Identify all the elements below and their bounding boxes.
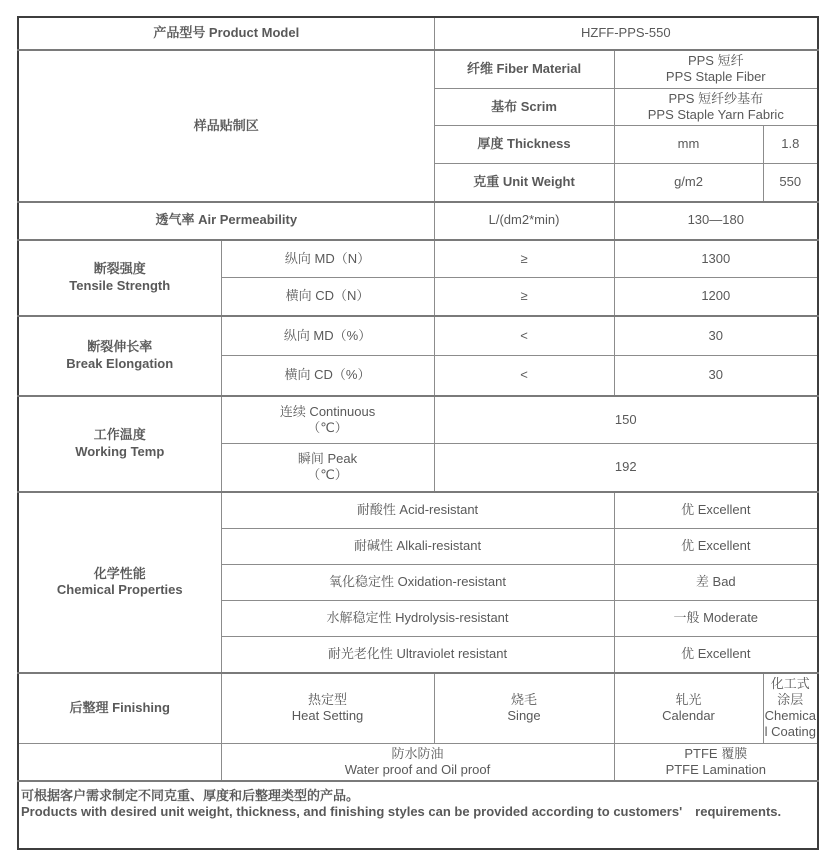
chemical-acid-item-cell: 耐酸性 Acid-resistant bbox=[221, 492, 614, 529]
product-spec-table bbox=[17, 16, 819, 850]
chemical-oxidation-value-cell: 差 Bad bbox=[614, 565, 818, 601]
temp-continuous-item-cell bbox=[221, 396, 434, 444]
sample-area-cell: 样品贴制区 bbox=[18, 50, 434, 202]
row-waterproof-ptfe bbox=[18, 743, 818, 781]
chemical-oxidation-item-cell: 氧化稳定性 Oxidation-resistant bbox=[221, 565, 614, 601]
footer-note-zh: 可根据客户需求制定不同克重、厚度和后整理类型的产品。 bbox=[21, 788, 360, 803]
air-permeability-value-cell: 130—180 bbox=[614, 202, 818, 240]
thickness-unit-cell: mm bbox=[614, 126, 763, 164]
air-permeability-label-cell: 透气率 Air Permeability bbox=[18, 202, 434, 240]
thickness-value-cell: 1.8 bbox=[763, 126, 818, 164]
fiber-value-en: PPS Staple Fiber bbox=[665, 69, 766, 85]
break-elongation-label-zh: 断裂伸长率 bbox=[87, 339, 153, 355]
chemical-hydrolysis-item-cell: 水解稳定性 Hydrolysis-resistant bbox=[221, 601, 614, 637]
tensile-strength-label-en: Tensile Strength bbox=[69, 277, 171, 293]
tensile-strength-label-zh: 断裂强度 bbox=[93, 261, 146, 277]
finishing-chemical-coating-zh: 化工式涂层 bbox=[770, 675, 810, 707]
temp-peak-value-cell: 192 bbox=[434, 444, 818, 492]
finishing-calendar-en: Calendar bbox=[662, 708, 715, 723]
elongation-md-item-cell: 纵向 MD（%） bbox=[221, 316, 434, 356]
row-footer-note bbox=[18, 781, 818, 849]
temp-peak-item-cell bbox=[221, 444, 434, 492]
finishing-heat-setting-cell bbox=[221, 673, 434, 744]
fiber-value-cell bbox=[614, 50, 818, 88]
chemical-ultraviolet-value-cell: 优 Excellent bbox=[614, 637, 818, 673]
row-air-permeability bbox=[18, 202, 818, 240]
scrim-value-en: PPS Staple Yarn Fabric bbox=[647, 106, 784, 122]
thickness-label-cell: 厚度 Thickness bbox=[434, 126, 614, 164]
tensile-cd-item-cell: 横向 CD（N） bbox=[221, 278, 434, 316]
tensile-md-comparator-cell: ≥ bbox=[434, 240, 614, 278]
elongation-cd-comparator-cell: < bbox=[434, 356, 614, 396]
chemical-acid-value-cell: 优 Excellent bbox=[614, 492, 818, 529]
row-fiber-material bbox=[18, 50, 818, 88]
tensile-cd-comparator-cell: ≥ bbox=[434, 278, 614, 316]
finishing-heat-setting-en: Heat Setting bbox=[291, 708, 364, 723]
finishing-calendar-cell bbox=[614, 673, 763, 744]
temp-continuous-value-cell: 150 bbox=[434, 396, 818, 444]
product-model-value-cell: HZFF-PPS-550 bbox=[434, 17, 818, 50]
waterproof-zh: 防水防油 bbox=[391, 745, 444, 761]
finishing-heat-setting-zh: 热定型 bbox=[308, 691, 348, 707]
row-product-model bbox=[18, 17, 818, 50]
waterproof-cell bbox=[221, 743, 614, 781]
ptfe-lamination-zh: PTFE 覆膜 bbox=[684, 745, 748, 761]
row-chemical-acid bbox=[18, 492, 818, 529]
row-finishing bbox=[18, 673, 818, 744]
fiber-label-cell: 纤维 Fiber Material bbox=[434, 50, 614, 88]
chemical-alkali-value-cell: 优 Excellent bbox=[614, 529, 818, 565]
temp-continuous-item-zh: 连续 Continuous bbox=[279, 403, 376, 419]
chemical-properties-label-en: Chemical Properties bbox=[56, 582, 183, 597]
break-elongation-label-cell bbox=[18, 316, 221, 396]
working-temp-label-zh: 工作温度 bbox=[93, 427, 146, 443]
finishing-chemical-coating-en: Chemical Coating bbox=[764, 708, 816, 740]
tensile-strength-label-cell bbox=[18, 240, 221, 316]
chemical-alkali-item-cell: 耐碱性 Alkali-resistant bbox=[221, 529, 614, 565]
unit-weight-label-cell: 克重 Unit Weight bbox=[434, 164, 614, 202]
waterproof-row-empty-cell bbox=[18, 743, 221, 781]
finishing-singe-zh: 烧毛 bbox=[511, 691, 538, 707]
elongation-md-value-cell: 30 bbox=[614, 316, 818, 356]
waterproof-en: Water proof and Oil proof bbox=[344, 761, 491, 777]
scrim-value-cell bbox=[614, 88, 818, 126]
finishing-calendar-zh: 轧光 bbox=[675, 691, 702, 707]
working-temp-label-cell bbox=[18, 396, 221, 492]
chemical-ultraviolet-item-cell: 耐光老化性 Ultraviolet resistant bbox=[221, 637, 614, 673]
elongation-cd-value-cell: 30 bbox=[614, 356, 818, 396]
unit-weight-value-cell: 550 bbox=[763, 164, 818, 202]
temp-continuous-item-unit: （℃） bbox=[307, 419, 348, 435]
finishing-label-cell: 后整理 Finishing bbox=[18, 673, 221, 744]
chemical-properties-label-cell bbox=[18, 492, 221, 673]
tensile-md-value-cell: 1300 bbox=[614, 240, 818, 278]
working-temp-label-en: Working Temp bbox=[75, 443, 165, 459]
finishing-singe-en: Singe bbox=[507, 708, 541, 723]
footer-note-en: Products with desired unit weight, thickness, and finishing styles can be provided according to customers' requirements. bbox=[21, 804, 782, 820]
chemical-hydrolysis-value-cell: 一般 Moderate bbox=[614, 601, 818, 637]
temp-peak-item-zh: 瞬间 Peak bbox=[297, 451, 358, 466]
break-elongation-label-en: Break Elongation bbox=[66, 355, 174, 371]
scrim-value-zh: PPS 短纤纱基布 bbox=[668, 90, 764, 106]
row-temp-continuous bbox=[18, 396, 818, 444]
tensile-md-item-cell: 纵向 MD（N） bbox=[221, 240, 434, 278]
finishing-chemical-coating-cell bbox=[763, 673, 818, 744]
ptfe-lamination-en: PTFE Lamination bbox=[665, 761, 766, 777]
product-model-label-cell: 产品型号 Product Model bbox=[18, 17, 434, 50]
row-elongation-md bbox=[18, 316, 818, 356]
fiber-value-zh: PPS 短纤 bbox=[687, 53, 744, 68]
air-permeability-unit-cell: L/(dm2*min) bbox=[434, 202, 614, 240]
unit-weight-unit-cell: g/m2 bbox=[614, 164, 763, 202]
chemical-properties-label-zh: 化学性能 bbox=[93, 565, 146, 581]
scrim-label-cell: 基布 Scrim bbox=[434, 88, 614, 126]
row-tensile-md bbox=[18, 240, 818, 278]
footer-note-cell bbox=[18, 781, 818, 849]
ptfe-lamination-cell bbox=[614, 743, 818, 781]
elongation-md-comparator-cell: < bbox=[434, 316, 614, 356]
elongation-cd-item-cell: 横向 CD（%） bbox=[221, 356, 434, 396]
tensile-cd-value-cell: 1200 bbox=[614, 278, 818, 316]
finishing-singe-cell bbox=[434, 673, 614, 744]
temp-peak-item-unit: （℃） bbox=[307, 467, 348, 483]
